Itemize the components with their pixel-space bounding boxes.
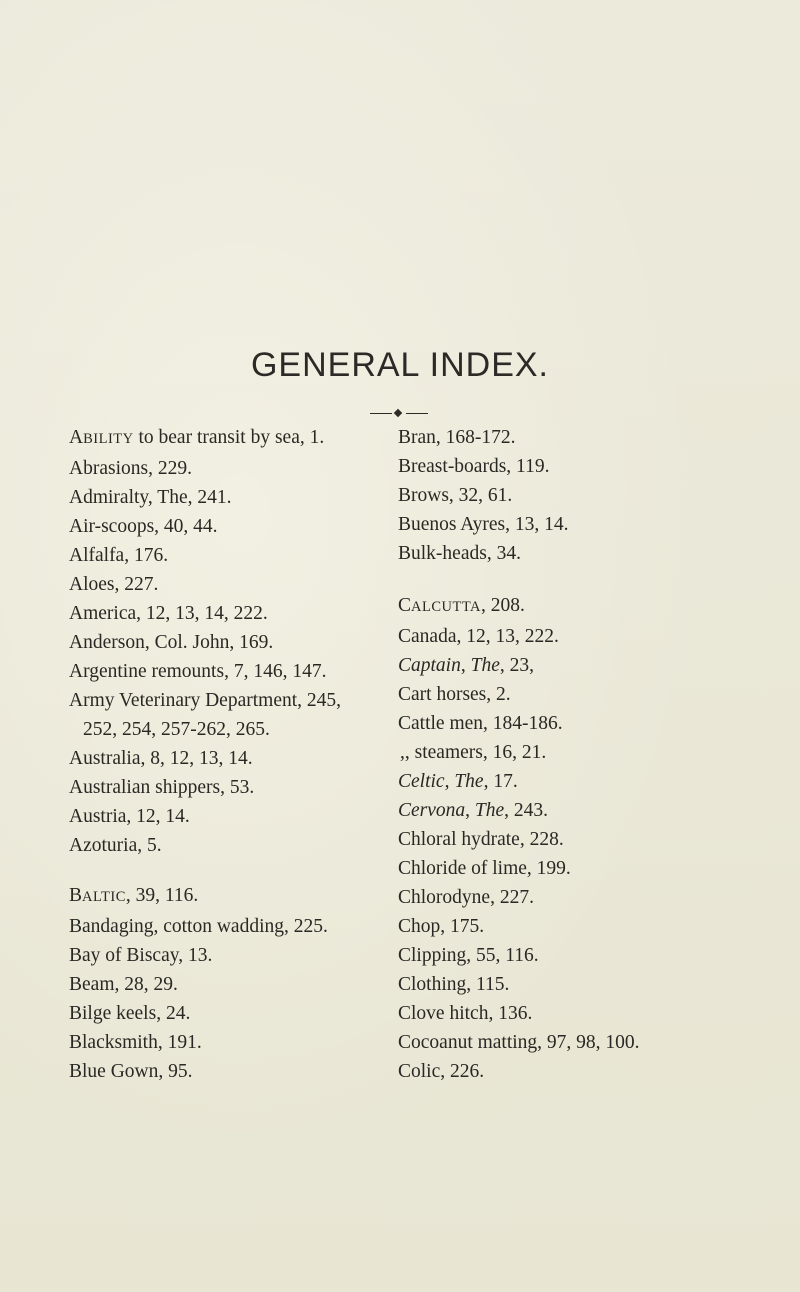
index-entry: Chlorodyne, 227.: [398, 887, 534, 908]
index-entry: Chop, 175.: [398, 916, 485, 937]
italic-article: The: [470, 655, 500, 676]
index-entry: [398, 651, 798, 680]
rule-line-left: [370, 413, 392, 414]
index-entry: Buenos Ayres, 13, 14.: [398, 514, 569, 535]
ornamental-rule: [370, 409, 428, 419]
index-entry: America, 12, 13, 14, 222.: [69, 603, 268, 624]
entry-text: , 208.: [481, 595, 525, 616]
entry-text: to bear transit by sea, 1.: [133, 427, 325, 448]
index-entry: [69, 423, 389, 454]
small-caps-initial: A: [69, 427, 84, 448]
index-entry: Bulk-heads, 34.: [398, 543, 521, 564]
italic-ship-name: Celtic: [398, 771, 445, 792]
italic-ship-name: Captain: [398, 655, 461, 676]
index-entry: Bandaging, cotton wadding, 225.: [69, 916, 328, 937]
index-entry: Colic, 226.: [398, 1061, 485, 1082]
index-entry: Cocoanut matting, 97, 98, 100.: [398, 1032, 640, 1053]
entry-separator: ,: [444, 771, 455, 792]
index-column-left: [69, 423, 389, 1086]
index-entry: Austria, 12, 14.: [69, 806, 190, 827]
index-entry: Cart horses, 2.: [398, 684, 511, 705]
index-entry: Air-scoops, 40, 44.: [69, 516, 218, 537]
index-entry: Cattle men, 184-186.: [398, 713, 563, 734]
index-entry-ditto: ,, steamers, 16, 21.: [400, 742, 547, 763]
entry-separator: ,: [460, 655, 471, 676]
index-entry: Aloes, 227.: [69, 574, 159, 595]
index-entry: [398, 796, 798, 825]
index-entry: Azoturia, 5.: [69, 835, 162, 856]
index-entry-continuation: 252, 254, 257-262, 265.: [83, 719, 270, 740]
index-entry: Clothing, 115.: [398, 974, 510, 995]
index-entry: Blacksmith, 191.: [69, 1032, 202, 1053]
small-caps-rest: ALCUTTA: [411, 599, 482, 615]
index-entry: Abrasions, 229.: [69, 458, 192, 479]
small-caps-initial: C: [398, 595, 412, 616]
entry-text: , 39, 116.: [125, 885, 199, 906]
index-entry: Chloral hydrate, 228.: [398, 829, 564, 850]
index-entry: Army Veterinary Department, 245,: [69, 690, 342, 711]
index-entry: Clipping, 55, 116.: [398, 945, 539, 966]
italic-article: The: [474, 800, 505, 821]
index-entry: Breast-boards, 119.: [398, 456, 550, 477]
index-entry: [398, 591, 798, 622]
index-entry: Bay of Biscay, 13.: [69, 945, 213, 966]
small-caps-rest: ALTIC: [82, 889, 126, 905]
italic-ship-name: Cervona: [398, 800, 466, 821]
index-entry: Blue Gown, 95.: [69, 1061, 193, 1082]
index-column-right: [398, 423, 798, 1086]
index-entry: Canada, 12, 13, 222.: [398, 626, 559, 647]
entry-text: , 23,: [499, 655, 534, 676]
small-caps-rest: BILITY: [83, 431, 134, 447]
index-entry: Bilge keels, 24.: [69, 1003, 191, 1024]
page-title: GENERAL INDEX.: [250, 346, 550, 384]
index-entry: Australia, 8, 12, 13, 14.: [69, 748, 253, 769]
entry-separator: ,: [465, 800, 475, 821]
italic-article: The: [454, 771, 484, 792]
index-entry: Argentine remounts, 7, 146, 147.: [69, 661, 327, 682]
index-entry: Brows, 32, 61.: [398, 485, 513, 506]
diamond-icon: [394, 409, 402, 417]
letter-section-gap: [398, 568, 798, 591]
rule-line-right: [406, 413, 428, 414]
index-entry: Bran, 168-172.: [398, 427, 516, 448]
small-caps-initial: B: [69, 885, 83, 906]
entry-text: , 243.: [504, 800, 549, 821]
index-entry: Admiralty, The, 241.: [69, 487, 232, 508]
index-entry: [398, 767, 798, 796]
index-entry: [69, 881, 389, 912]
index-entry: Australian shippers, 53.: [69, 777, 255, 798]
index-entry: Beam, 28, 29.: [69, 974, 178, 995]
index-entry: Clove hitch, 136.: [398, 1003, 533, 1024]
index-entry: Chloride of lime, 199.: [398, 858, 571, 879]
index-entry: Alfalfa, 176.: [69, 545, 169, 566]
letter-section-gap: [69, 860, 389, 881]
entry-text: , 17.: [483, 771, 518, 792]
index-entry: Anderson, Col. John, 169.: [69, 632, 274, 653]
